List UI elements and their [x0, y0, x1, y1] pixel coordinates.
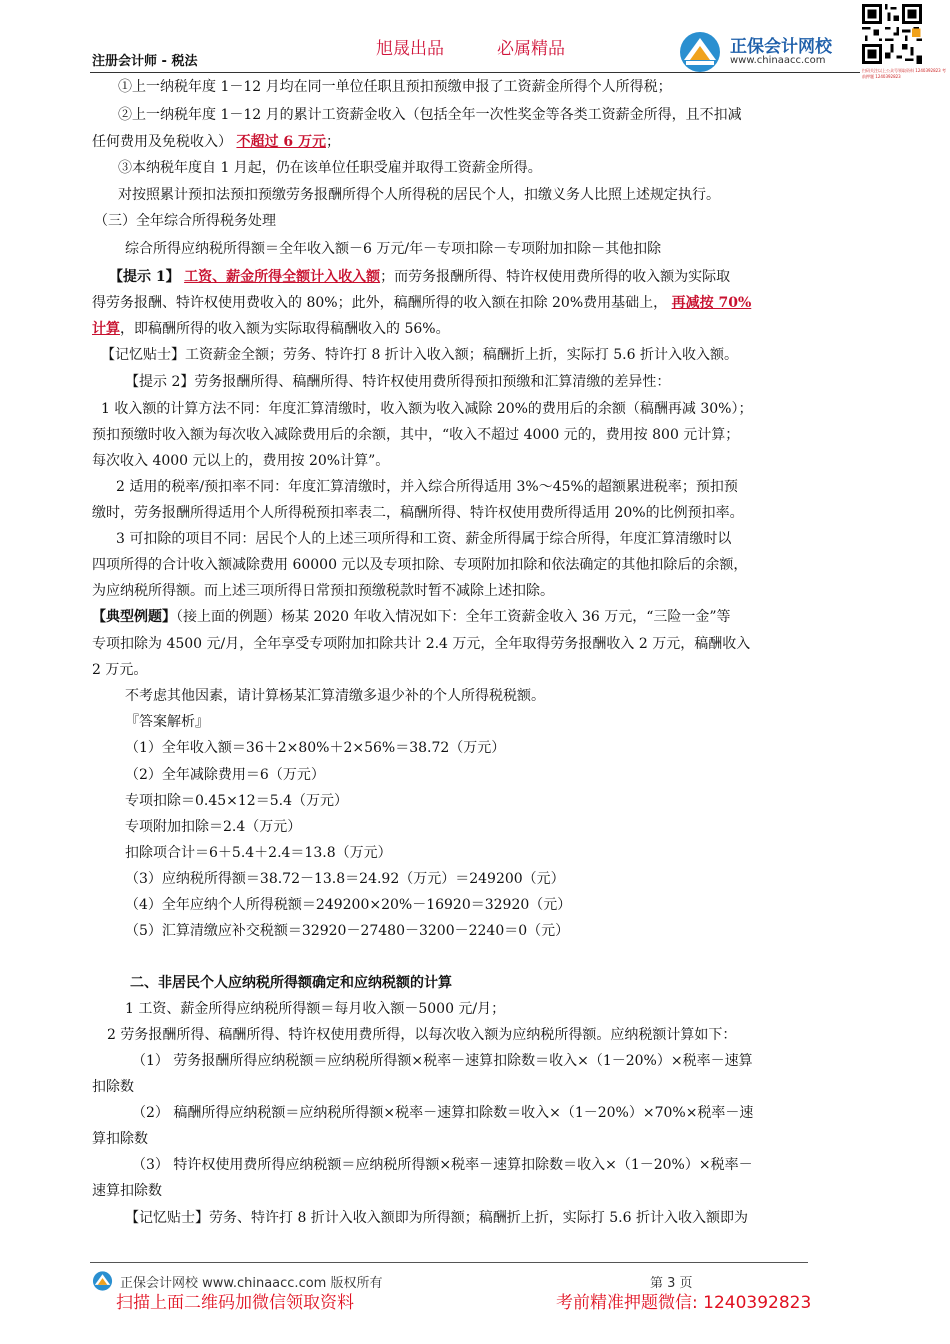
diff-3-line-1: 3 可扣除的项目不同：居民个人的上述三项所得和工资、薪金所得属于综合所得，年度汇算清缴时以: [116, 531, 732, 547]
chinaacc-logo[interactable]: [678, 30, 858, 74]
diff-2-line-2: 缴时，劳务报酬所得适用个人所得税预扣率表二，稿酬所得、特许权使用费所得适用 20%的比例预扣率。: [92, 505, 744, 521]
slogan-right: 必属精品: [497, 39, 565, 59]
diff-1-line-3: 每次收入 4000 元以上的，费用按 20%计算”。: [92, 453, 390, 469]
memo-2: 【记忆贴士】劳务、特许打 8 折计入收入额即为所得额；稿酬折上折，实际打 5.6 折计入收入额即为: [125, 1210, 748, 1226]
qr-note: 扫码关注以上公众号领取资料 1240392823 考前押题 1240392823: [862, 68, 946, 79]
tip-1-highlight-2: 再减按 70%: [671, 295, 752, 311]
example-question: 不考虑其他因素，请计算杨某汇算清缴多退少补的个人所得税税额。: [125, 688, 545, 704]
footer-logo-icon: [92, 1270, 114, 1292]
example-line-1: 【典型例题】（接上面的例题）杨某 2020 年收入情况如下：全年工资薪金收入 36 万元，“三险一金”等: [92, 609, 731, 625]
rule-2-2-line-1: （2） 稿酬所得应纳税额＝应纳税所得额×税率－速算扣除数＝收入×（1－20%）×70%×税率－速: [132, 1105, 754, 1121]
answer-step-3: （3）应纳税所得额＝38.72－13.8＝24.92（万元）＝249200（元）: [125, 871, 565, 887]
footer-copyright[interactable]: 正保会计网校 www.chinaacc.com 版权所有: [120, 1276, 383, 1291]
answer-total-deduction: 扣除项合计＝6＋5.4＋2.4＝13.8（万元）: [125, 845, 392, 861]
tip-1-line-2: 得劳务报酬、特许权使用费收入的 80%；此外，稿酬所得的收入额在扣除 20%费用基础上， 再减按 70%: [92, 295, 752, 311]
answer-label: 『答案解析』: [125, 714, 209, 730]
answer-special-deduction: 专项扣除＝0.45×12＝5.4（万元）: [125, 793, 348, 809]
answer-additional-deduction: 专项附加扣除＝2.4（万元）: [125, 819, 302, 835]
slogan-left: 旭晟出品: [376, 39, 444, 59]
diff-1-line-1: 1 收入额的计算方法不同：年度汇算清缴时，收入额为收入减除 20%的费用后的余额（稿酬再减 30%）；: [101, 401, 753, 417]
rule-2-2-line-2: 算扣除数: [92, 1131, 148, 1147]
footer-promo-right: 考前精准押题微信: 1240392823: [556, 1293, 812, 1313]
taxable-income-formula: 综合所得应纳税所得额＝全年收入额－6 万元/年－专项扣除－专项附加扣除－其他扣除: [125, 241, 662, 257]
logo-name: 正保会计网校: [730, 37, 832, 57]
condition-3: ③本纳税年度自 1 月起，仍在该单位任职受雇并取得工资薪金所得。: [118, 160, 542, 176]
condition-1: ①上一纳税年度 1－12 月均在同一单位任职且预扣预缴申报了工资薪金所得个人所得税；: [118, 79, 672, 95]
tip-2: 【提示 2】劳务报酬所得、稿酬所得、特许权使用费所得预扣预缴和汇算清缴的差异性：: [125, 374, 671, 390]
rule-2-1-line-2: 扣除数: [92, 1079, 134, 1095]
answer-step-5: （5）汇算清缴应补交税额＝32920－27480－3200－2240＝0（元）: [125, 923, 570, 939]
diff-3-line-3: 为应纳税所得额。而上述三项所得日常预扣预缴税款时暂不减除上述扣除。: [92, 583, 554, 599]
answer-step-1: （1）全年收入额＝36＋2×80%＋2×56%＝38.72（万元）: [125, 740, 506, 756]
logo-url: www.chinaacc.com: [730, 55, 826, 66]
diff-2-line-1: 2 适用的税率/预扣率不同：年度汇算清缴时，并入综合所得适用 3%～45%的超额累进税率；预扣预: [116, 479, 738, 495]
nonresident-rule-1: 1 工资、薪金所得应纳税所得额＝每月收入额－5000 元/月；: [125, 1001, 506, 1017]
rule-2-3-line-2: 速算扣除数: [92, 1183, 162, 1199]
footer-promo-left: 扫描上面二维码加微信领取资料: [116, 1293, 354, 1313]
subsection-heading: （三）全年综合所得税务处理: [94, 213, 276, 229]
qr-code-icon[interactable]: [862, 4, 922, 64]
tip-1-line-3: 计算，即稿酬所得的收入额为实际取得稿酬收入的 56%。: [92, 321, 450, 337]
tip-1-highlight: 工资、薪金所得全额计入收入额: [184, 269, 381, 285]
memo-1: 【记忆贴士】工资薪金全额；劳务、特许打 8 折计入收入额；稿酬折上折，实际打 5.6 折计入收入额。: [101, 347, 738, 363]
rule-2-3-line-1: （3） 特许权使用费所得应纳税额＝应纳税所得额×税率－速算扣除数＝收入×（1－20%）×税率－: [132, 1157, 753, 1173]
labor-note: 对按照累计预扣法预扣预缴劳务报酬所得个人所得税的居民个人，扣缴义务人比照上述规定执行。: [118, 187, 720, 203]
diff-3-line-2: 四项所得的合计收入额减除费用 60000 元以及专项扣除、专项附加扣除和依法确定的其他扣除后的余额，: [92, 557, 748, 573]
answer-step-4: （4）全年应纳个人所得税额＝249200×20%－16920＝32920（元）: [125, 897, 572, 913]
rule-2-1-line-1: （1） 劳务报酬所得应纳税额＝应纳税所得额×税率－速算扣除数＝收入×（1－20%）×税率－速算: [132, 1053, 753, 1069]
answer-step-2: （2）全年减除费用＝6（万元）: [125, 767, 325, 783]
page-number: 第 3 页: [650, 1276, 693, 1291]
footer-divider: [90, 1262, 808, 1263]
course-title: 注册会计师 - 税法: [92, 54, 198, 69]
example-line-3: 2 万元。: [92, 662, 148, 678]
header-divider: [90, 72, 860, 73]
nonresident-rule-2: 2 劳务报酬所得、稿酬所得、特许权使用费所得，以每次收入额为应纳税所得额。应纳税额计算如下：: [107, 1027, 737, 1043]
example-line-2: 专项扣除为 4500 元/月，全年享受专项附加扣除共计 2.4 万元，全年取得劳务报酬收入 2 万元，稿酬收入: [92, 636, 751, 652]
limit-highlight: 不超过 6 万元: [236, 134, 326, 150]
tip-1-line-1: 【提示 1】 工资、薪金所得全额计入收入额；而劳务报酬所得、特许权使用费所得的收入额为实际取: [109, 269, 731, 285]
condition-2-line-2: 任何费用及免税收入） 不超过 6 万元；: [92, 134, 340, 150]
condition-2-line-1: ②上一纳税年度 1－12 月的累计工资薪金收入（包括全年一次性奖金等各类工资薪金所得，且不扣减: [118, 107, 742, 123]
logo-emblem-icon: [678, 30, 724, 74]
diff-1-line-2: 预扣预缴时收入额为每次收入减除费用后的余额，其中，“收入不超过 4000 元的，费用按 800 元计算；: [92, 427, 740, 443]
section-heading: 二、非居民个人应纳税所得额确定和应纳税额的计算: [130, 975, 452, 991]
